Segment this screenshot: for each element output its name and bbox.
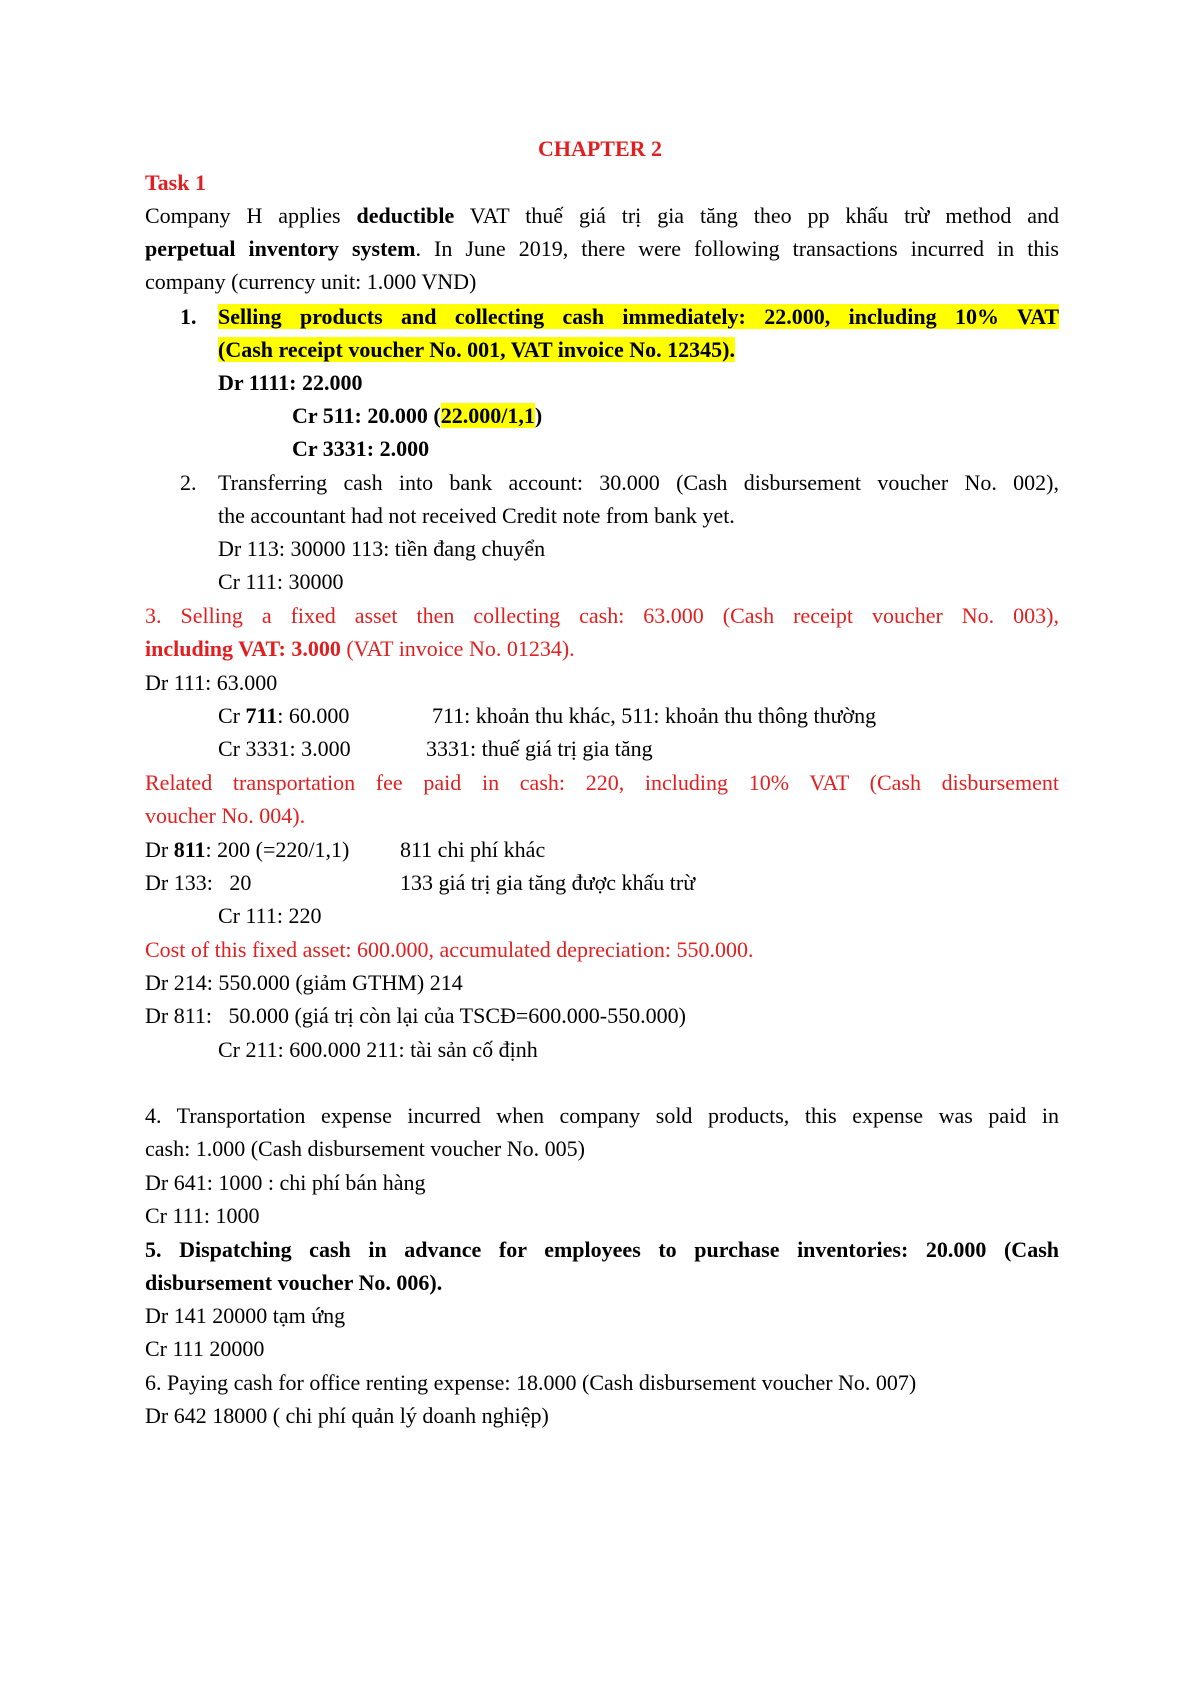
t2-credit: Cr 111: 30000 — [218, 569, 344, 594]
t5-line-2: disbursement voucher No. 006). — [145, 1270, 443, 1295]
intro-line-2: perpetual inventory system. In June 2019, there were following transactions incurred in this — [145, 236, 1059, 261]
t3-credit-211: Cr 211: 600.000 211: tài sản cố định — [218, 1037, 538, 1062]
t3-credit-711-note: 711: khoản thu khác, 511: khoản thu thông thường — [432, 703, 877, 728]
intro-line-3: company (currency unit: 1.000 VND) — [145, 269, 477, 294]
t4-debit: Dr 641: 1000 : chi phí bán hàng — [145, 1170, 426, 1195]
t5-line-1: 5. Dispatching cash in advance for employees to purchase inventories: 20.000 (Cash — [145, 1237, 1059, 1262]
t5-debit: Dr 141 20000 tạm ứng — [145, 1303, 346, 1328]
t6-line-1: 6. Paying cash for office renting expense: 18.000 (Cash disbursement voucher No. 007) — [145, 1370, 917, 1395]
t3-debit-811: Dr 811: 200 (=220/1,1) — [145, 837, 350, 862]
t1-credit-3331: Cr 3331: 2.000 — [292, 436, 430, 461]
t2-number: 2. — [180, 470, 197, 495]
t6-debit: Dr 642 18000 ( chi phí quản lý doanh nghiệp) — [145, 1403, 549, 1428]
t1-line-2: (Cash receipt voucher No. 001, VAT invoice No. 12345). — [218, 337, 735, 362]
t4-line-1: 4. Transportation expense incurred when company sold products, this expense was paid in — [145, 1103, 1059, 1128]
t1-line-1: Selling products and collecting cash immediately: 22.000, including 10% VAT — [218, 304, 1059, 329]
t4-credit: Cr 111: 1000 — [145, 1203, 260, 1228]
t3-debit-811-note: 811 chi phí khác — [400, 837, 546, 862]
t3-debit-214: Dr 214: 550.000 (giảm GTHM) 214 — [145, 970, 463, 995]
t2-line-2: the accountant had not received Credit note from bank yet. — [218, 503, 735, 528]
t2-line-1: Transferring cash into bank account: 30.000 (Cash disbursement voucher No. 002), — [218, 470, 1059, 495]
t3-debit-111: Dr 111: 63.000 — [145, 670, 278, 695]
chapter-title: CHAPTER 2 — [537, 136, 663, 161]
t1-debit: Dr 1111: 22.000 — [218, 370, 363, 395]
t3-debit-133-note: 133 giá trị gia tăng được khấu trừ — [400, 870, 696, 895]
t3-debit-133: Dr 133: 20 — [145, 870, 252, 895]
t3-line-2: including VAT: 3.000 (VAT invoice No. 01234). — [145, 636, 575, 661]
t5-credit: Cr 111 20000 — [145, 1336, 265, 1361]
t3-credit-711: Cr 711: 60.000 — [218, 703, 350, 728]
t3-line-1: 3. Selling a fixed asset then collecting cash: 63.000 (Cash receipt voucher No. 003), — [145, 603, 1059, 628]
t1-number: 1. — [180, 304, 197, 329]
t3-debit-811-residual: Dr 811: 50.000 (giá trị còn lại của TSCĐ=600.000-550.000) — [145, 1003, 686, 1028]
t3-fee-line-2: voucher No. 004). — [145, 803, 306, 828]
intro-line-1: Company H applies deductible VAT thuế giá trị gia tăng theo pp khấu trừ method and — [145, 203, 1059, 228]
t3-credit-111: Cr 111: 220 — [218, 903, 322, 928]
t4-line-2: cash: 1.000 (Cash disbursement voucher No. 005) — [145, 1136, 585, 1161]
t3-fee-line-1: Related transportation fee paid in cash: 220, including 10% VAT (Cash disbursement — [145, 770, 1059, 795]
t3-credit-3331-note: 3331: thuế giá trị gia tăng — [426, 736, 653, 761]
task-title: Task 1 — [145, 170, 206, 195]
t1-credit-511: Cr 511: 20.000 (22.000/1,1) — [292, 403, 543, 428]
t3-cost-line: Cost of this fixed asset: 600.000, accumulated depreciation: 550.000. — [145, 937, 754, 962]
t2-debit: Dr 113: 30000 113: tiền đang chuyển — [218, 536, 546, 561]
t3-credit-3331: Cr 3331: 3.000 — [218, 736, 351, 761]
